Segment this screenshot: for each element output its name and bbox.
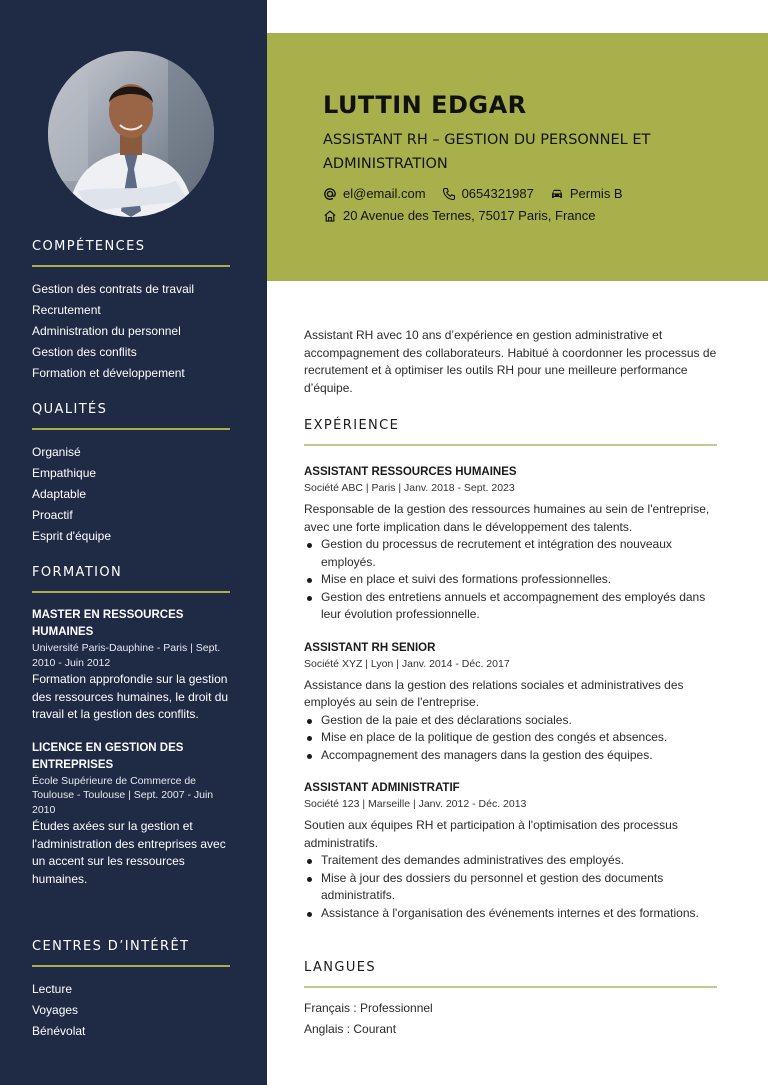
home-icon	[323, 209, 337, 223]
sidebar	[0, 0, 267, 1085]
competences-list	[32, 279, 230, 384]
experience-entry	[304, 780, 717, 922]
languages-list	[304, 998, 717, 1040]
qualites-section	[32, 400, 230, 547]
list-item: Proactif	[32, 508, 73, 522]
interets-section	[32, 937, 230, 1042]
formation-section	[32, 563, 230, 888]
phone-icon	[442, 187, 456, 201]
contact-license	[550, 186, 623, 201]
list-item: Esprit d'équipe	[32, 529, 112, 543]
list-item: Mise à jour des dossiers du personnel et gestion des documents administratifs.	[304, 870, 717, 905]
experience-description: Soutien aux équipes RH et participation à l'optimisation des processus administratifs.	[304, 818, 678, 850]
list-item: Assistance à l'organisation des événements internes et des formations.	[304, 905, 717, 923]
competences-section	[32, 237, 230, 384]
education-meta: Université Paris-Dauphine - Paris | Sept. 2010 - Juin 2012	[32, 642, 221, 669]
experience-role: ASSISTANT RESSOURCES HUMAINES	[304, 466, 517, 478]
experience-bullets	[304, 712, 717, 765]
list-item: Gestion du processus de recrutement et intégration des nouveaux employés.	[304, 536, 717, 571]
summary-text: Assistant RH avec 10 ans d’expérience en gestion administrative et accompagnement des collaborateurs. Habitué à coordonner les processus de recrutement et à optimiser les outils RH pour une meilleure performance d’équipe.	[304, 328, 717, 395]
formation-divider	[32, 591, 230, 593]
qualites-title: QUALITÉS	[32, 402, 108, 417]
list-item: Anglais : Courant	[304, 1022, 397, 1036]
experience-section	[304, 416, 717, 922]
competences-divider	[32, 265, 230, 267]
profile-summary	[304, 327, 717, 397]
list-item: Formation et développement	[32, 366, 185, 380]
contact-row-address	[323, 208, 611, 223]
list-item: Bénévolat	[32, 1024, 86, 1038]
formation-title: FORMATION	[32, 565, 123, 580]
list-item: Gestion de la paie et des déclarations sociales.	[304, 712, 717, 730]
contact-email	[323, 186, 426, 201]
experience-description: Responsable de la gestion des ressources humaines au sein de l'entreprise, avec une forte implication dans le développement des talents.	[304, 502, 710, 534]
languages-divider	[304, 986, 717, 988]
contact-address	[323, 208, 595, 223]
education-meta: École Supérieure de Commerce de Toulouse - Toulouse | Sept. 2007 - Juin 2010	[32, 774, 214, 816]
list-item: Mise en place de la politique de gestion des congés et absences.	[304, 729, 717, 747]
interets-title: CENTRES D’INTÉRÊT	[32, 939, 190, 954]
contact-row-primary	[323, 186, 639, 201]
education-description: Formation approfondie sur la gestion des ressources humaines, le droit du travail et la gestion des conflits.	[32, 672, 229, 721]
experience-title: EXPÉRIENCE	[304, 418, 400, 433]
education-title: LICENCE EN GESTION DES ENTREPRISES	[32, 741, 184, 771]
competences-title: COMPÉTENCES	[32, 239, 146, 254]
experience-entry	[304, 464, 717, 624]
education-title: MASTER EN RESSOURCES HUMAINES	[32, 609, 184, 638]
list-item: Recrutement	[32, 303, 101, 317]
languages-title: LANGUES	[304, 960, 377, 975]
list-item: Traitement des demandes administratives des employés.	[304, 852, 717, 870]
education-entry	[32, 740, 230, 889]
list-item: Lecture	[32, 982, 73, 996]
candidate-name: LUTTIN EDGAR	[323, 91, 527, 119]
list-item: Adaptable	[32, 487, 87, 501]
list-item: Administration du personnel	[32, 324, 181, 338]
interets-divider	[32, 965, 230, 967]
education-entry	[32, 607, 230, 724]
header-band	[267, 33, 768, 281]
education-description: Études axées sur la gestion et l'administration des entreprises avec un accent sur les ressources humaines.	[32, 819, 226, 886]
profile-photo	[48, 51, 214, 217]
experience-meta: Société XYZ | Lyon | Janv. 2014 - Déc. 2017	[304, 657, 510, 670]
list-item: Gestion des contrats de travail	[32, 282, 195, 296]
list-item: Français : Professionnel	[304, 1001, 433, 1015]
experience-description: Assistance dans la gestion des relations sociales et administratives des employés au sein de l'entreprise.	[304, 677, 684, 709]
job-title: ASSISTANT RH – GESTION DU PERSONNEL ET ADMINISTRATION	[323, 132, 651, 172]
address-text: 20 Avenue des Ternes, 75017 Paris, France	[343, 208, 596, 223]
phone-text: 0654321987	[461, 186, 534, 201]
experience-divider	[304, 444, 717, 446]
experience-bullets	[304, 536, 717, 624]
experience-role: ASSISTANT RH SENIOR	[304, 641, 436, 654]
list-item: Empathique	[32, 466, 97, 480]
experience-bullets	[304, 852, 717, 922]
at-icon	[323, 187, 337, 201]
list-item: Organisé	[32, 445, 81, 459]
experience-meta: Société ABC | Paris | Janv. 2018 - Sept. 2023	[304, 482, 515, 494]
contact-phone	[442, 186, 534, 201]
list-item: Accompagnement des managers dans la gestion des équipes.	[304, 747, 717, 765]
list-item: Mise en place et suivi des formations professionnelles.	[304, 571, 717, 589]
email-text: el@email.com	[343, 186, 426, 201]
list-item: Gestion des conflits	[32, 345, 137, 359]
list-item: Gestion des entretiens annuels et accompagnement des employés dans leur évolution professionnelle.	[304, 589, 717, 624]
qualites-list	[32, 442, 230, 547]
interets-list	[32, 979, 230, 1042]
languages-section	[304, 958, 717, 1040]
experience-meta: Société 123 | Marseille | Janv. 2012 - Déc. 2013	[304, 798, 527, 810]
car-icon	[550, 187, 564, 201]
experience-entry	[304, 640, 717, 765]
license-text: Permis B	[569, 186, 623, 201]
list-item: Voyages	[32, 1003, 79, 1017]
qualites-divider	[32, 428, 230, 430]
experience-role: ASSISTANT ADMINISTRATIF	[304, 782, 460, 794]
